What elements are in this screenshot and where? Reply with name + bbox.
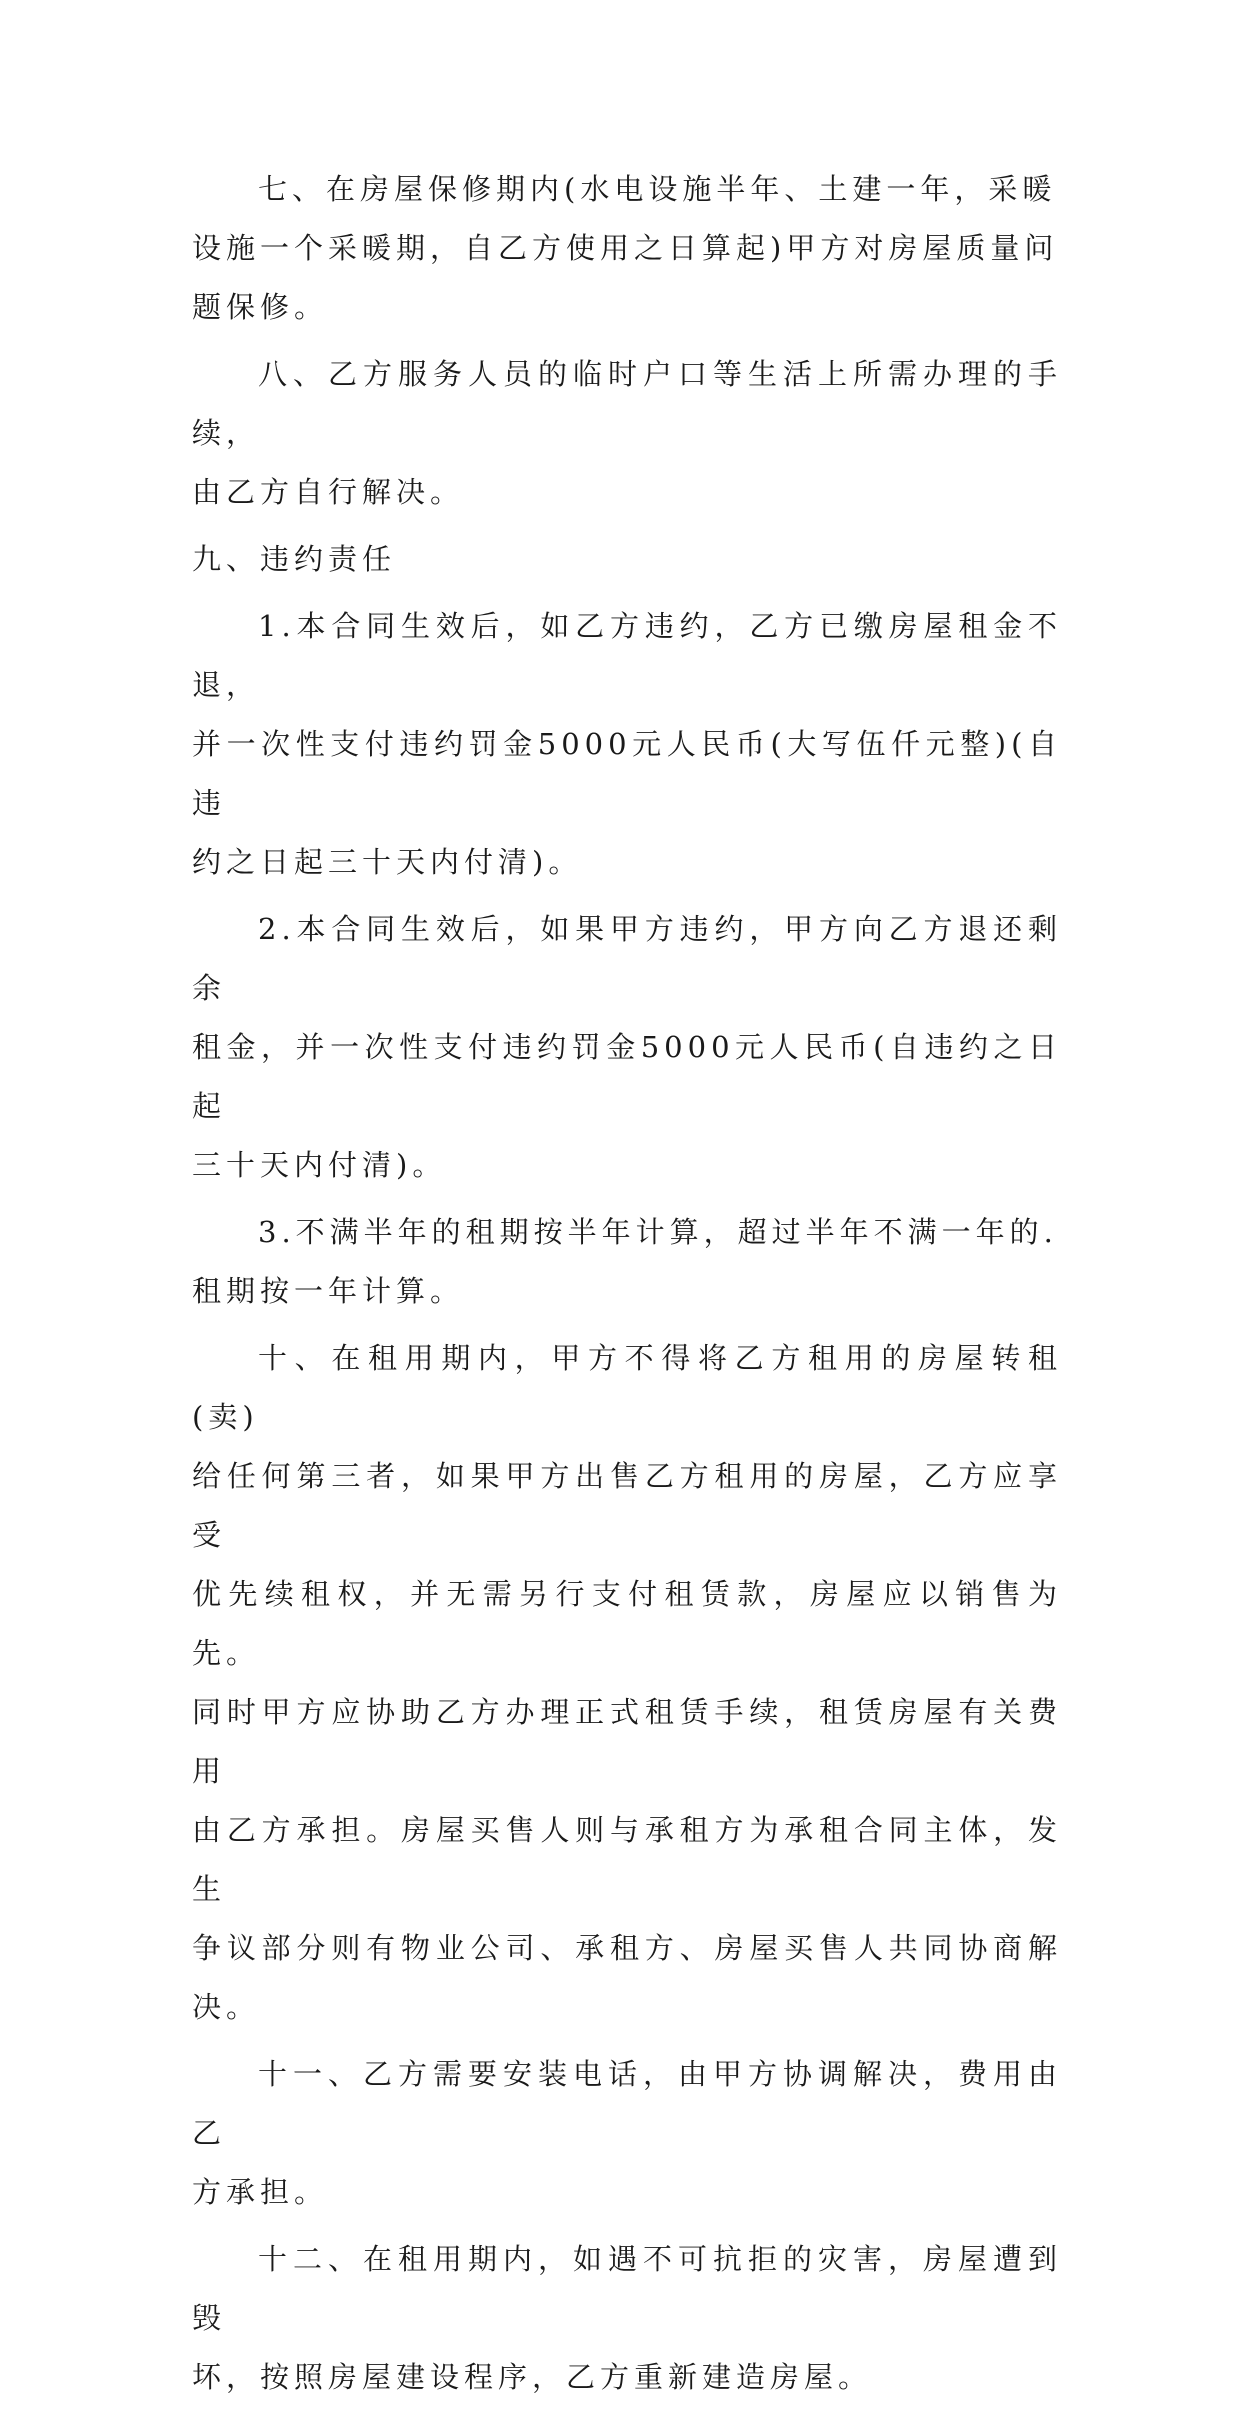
- paragraph-clause-9-2: [192, 900, 1062, 1195]
- text-line: 给任何第三者，如果甲方出售乙方租用的房屋，乙方应享受: [192, 1459, 1062, 1552]
- paragraph-clause-8: [192, 345, 1062, 522]
- text-line: 1.本合同生效后，如乙方违约，乙方已缴房屋租金不退，: [192, 609, 1062, 702]
- text-line: 十、在租用期内，甲方不得将乙方租用的房屋转租(卖): [192, 1341, 1062, 1434]
- text-line: 七、在房屋保修期内(水电设施半年、土建一年，采暖: [258, 172, 1057, 206]
- text-line: 设施一个采暖期，自乙方使用之日算起)甲方对房屋质量问: [192, 231, 1059, 265]
- text-line: 由乙方自行解决。: [192, 475, 465, 509]
- paragraph-clause-7: [192, 160, 1062, 337]
- text-line: 租期按一年计算。: [192, 1274, 465, 1308]
- paragraph-clause-12: [192, 2230, 1062, 2407]
- text-line: 九、违约责任: [192, 542, 397, 576]
- text-line: 方承担。: [192, 2175, 329, 2209]
- paragraph-clause-9-3: [192, 1203, 1062, 1321]
- text-line: 十一、乙方需要安装电话，由甲方协调解决，费用由乙: [192, 2057, 1062, 2150]
- text-line: 约之日起三十天内付清)。: [192, 845, 583, 879]
- paragraph-clause-9-heading: [192, 530, 1062, 589]
- text-line: 优先续租权，并无需另行支付租赁款，房屋应以销售为先。: [192, 1577, 1062, 1670]
- text-line: 十二、在租用期内，如遇不可抗拒的灾害，房屋遭到毁: [192, 2242, 1062, 2335]
- text-line: 争议部分则有物业公司、承租方、房屋买售人共同协商解决。: [192, 1931, 1062, 2024]
- paragraph-clause-9-1: [192, 597, 1062, 892]
- text-line: 八、乙方服务人员的临时户口等生活上所需办理的手续，: [192, 357, 1062, 450]
- text-line: 3.不满半年的租期按半年计算，超过半年不满一年的.: [258, 1215, 1058, 1249]
- text-line: 2.本合同生效后，如果甲方违约，甲方向乙方退还剩余: [192, 912, 1062, 1005]
- text-line: 由乙方承担。房屋买售人则与承租方为承租合同主体，发生: [192, 1813, 1062, 1906]
- text-line: 三十天内付清)。: [192, 1148, 447, 1182]
- paragraph-clause-10: [192, 1329, 1062, 2037]
- text-line: 租金，并一次性支付违约罚金5000元人民币(自违约之日起: [192, 1030, 1062, 1123]
- text-line: 并一次性支付违约罚金5000元人民币(大写伍仟元整)(自违: [192, 727, 1062, 820]
- text-line: 题保修。: [192, 290, 329, 324]
- document-body: [192, 160, 1062, 2415]
- text-line: 同时甲方应协助乙方办理正式租赁手续，租赁房屋有关费用: [192, 1695, 1062, 1788]
- paragraph-clause-11: [192, 2045, 1062, 2222]
- text-line: 坏，按照房屋建设程序，乙方重新建造房屋。: [192, 2360, 873, 2394]
